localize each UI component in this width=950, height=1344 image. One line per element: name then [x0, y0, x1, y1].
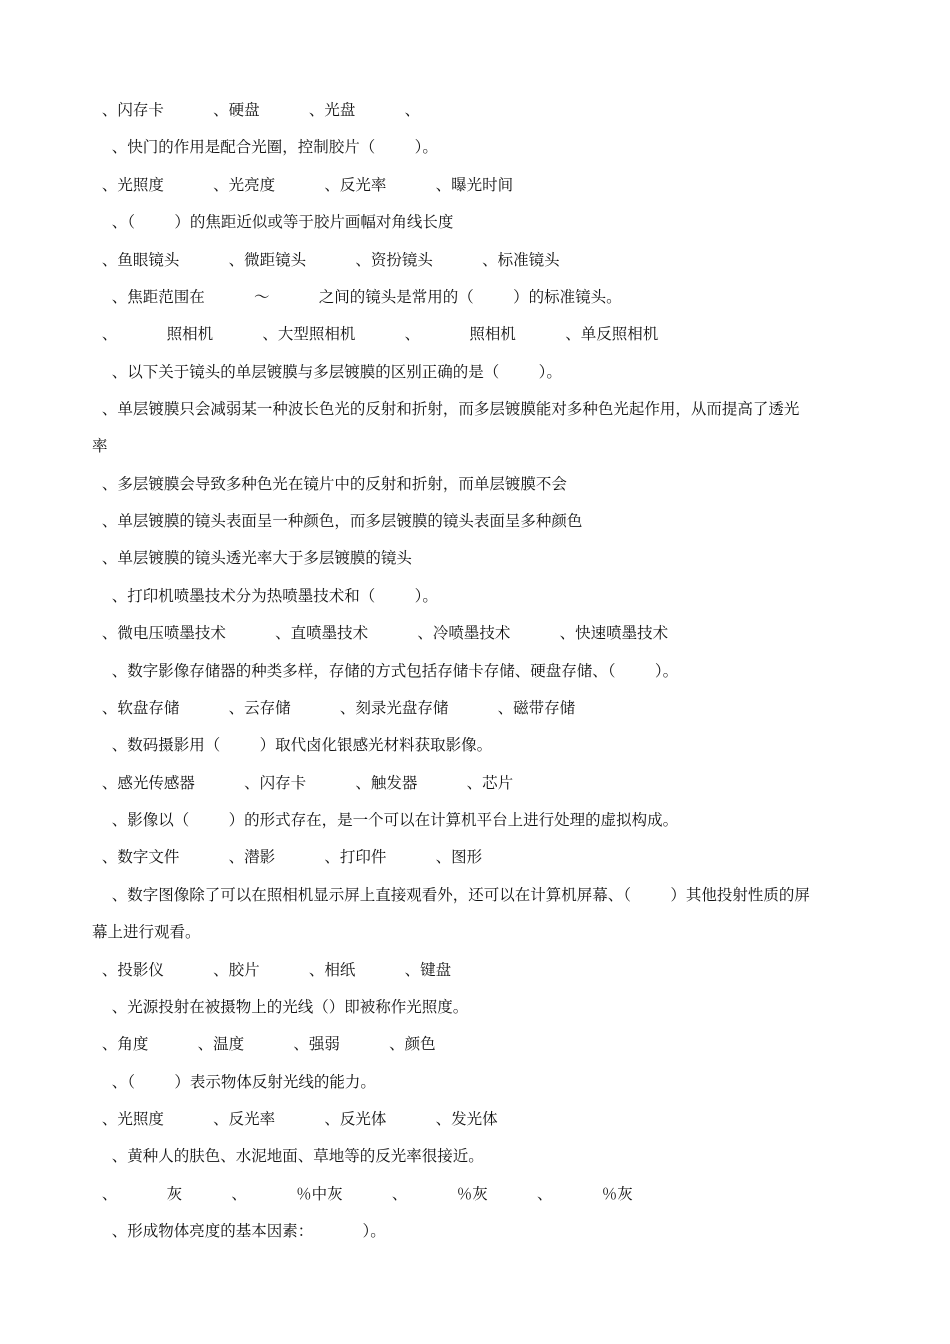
question-line: 、形成物体亮度的基本因素： ）。	[92, 1222, 386, 1240]
option-line: 、投影仪 、胶片 、相纸 、键盘	[92, 961, 452, 979]
option-line-continuation: 率	[92, 437, 108, 455]
option-line: 、微电压喷墨技术 、直喷墨技术 、冷喷墨技术 、快速喷墨技术	[92, 624, 669, 642]
option-line: 、感光传感器 、闪存卡 、触发器 、芯片	[92, 774, 514, 792]
option-line: 、光照度 、反光率 、反光体 、发光体	[92, 1110, 498, 1128]
option-line: 、 灰 、 ％中灰 、 ％灰 、 ％灰	[92, 1185, 633, 1203]
question-line: 、焦距范围在 ～ 之间的镜头是常用的（ ）的标准镜头。	[92, 288, 622, 306]
question-line: 、（ ）的焦距近似或等于胶片画幅对角线长度	[92, 213, 454, 231]
option-line: 、软盘存储 、云存储 、刻录光盘存储 、磁带存储	[92, 699, 576, 717]
option-line: 、光照度 、光亮度 、反光率 、曝光时间	[92, 176, 514, 194]
option-line: 、角度 、温度 、强弱 、颜色	[92, 1035, 436, 1053]
option-line: 、单层镀膜只会减弱某一种波长色光的反射和折射，而多层镀膜能对多种色光起作用，从而提高了透光	[92, 400, 800, 418]
question-line: 、数字影像存储器的种类多样，存储的方式包括存储卡存储、硬盘存储、（ ）。	[92, 662, 679, 680]
question-line: 、影像以（ ）的形式存在，是一个可以在计算机平台上进行处理的虚拟构成。	[92, 811, 679, 829]
question-line: 、（ ）表示物体反射光线的能力。	[92, 1073, 376, 1091]
question-line: 、以下关于镜头的单层镀膜与多层镀膜的区别正确的是（ ）。	[92, 363, 562, 381]
question-line: 、数码摄影用（ ）取代卤化银感光材料获取影像。	[92, 736, 493, 754]
question-line: 、光源投射在被摄物上的光线（）即被称作光照度。	[92, 998, 469, 1016]
question-line: 、快门的作用是配合光圈，控制胶片（ ）。	[92, 138, 438, 156]
question-line: 、数字图像除了可以在照相机显示屏上直接观看外，还可以在计算机屏幕、（ ）其他投射性质的屏	[92, 886, 810, 904]
question-line-continuation: 幕上进行观看。	[92, 923, 201, 941]
question-line: 、打印机喷墨技术分为热喷墨技术和（ ）。	[92, 587, 438, 605]
option-line: 、闪存卡 、硬盘 、光盘 、	[92, 101, 421, 119]
option-line: 、鱼眼镜头 、微距镜头 、资扮镜头 、标准镜头	[92, 251, 560, 269]
option-line: 、 照相机 、大型照相机 、 照相机 、单反照相机	[92, 325, 659, 343]
option-line: 、单层镀膜的镜头透光率大于多层镀膜的镜头	[92, 549, 412, 567]
option-line: 、单层镀膜的镜头表面呈一种颜色，而多层镀膜的镜头表面呈多种颜色	[92, 512, 583, 530]
question-line: 、黄种人的肤色、水泥地面、草地等的反光率很接近。	[92, 1147, 484, 1165]
option-line: 、数字文件 、潜影 、打印件 、图形	[92, 848, 483, 866]
option-line: 、多层镀膜会导致多种色光在镜片中的反射和折射，而单层镀膜不会	[92, 475, 567, 493]
